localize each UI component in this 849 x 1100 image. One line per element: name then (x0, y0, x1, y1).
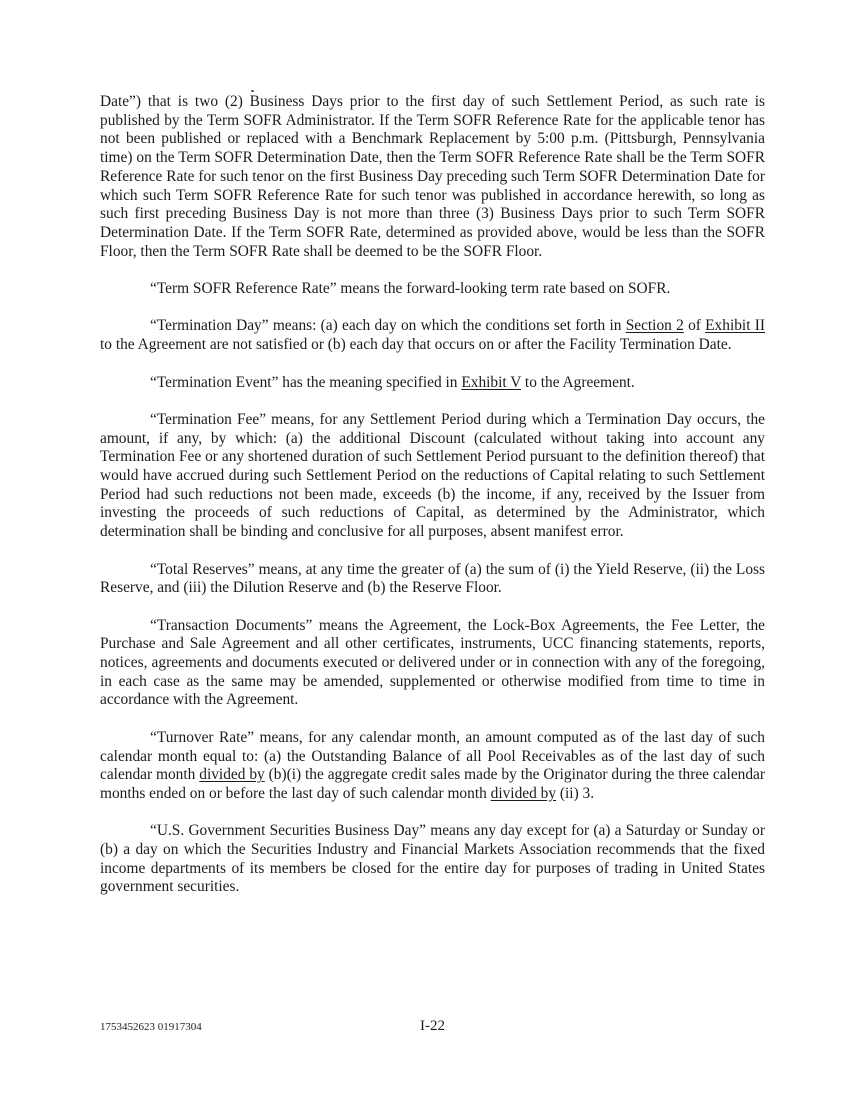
text-run: “Turnover Rate” means, for any calendar month, an amount computed as of the last day of such calendar month equal to: (a) the Outstanding Balance of all Pool Receivables as of the last day of such calendar month (100, 728, 765, 784)
paragraph-transaction-documents (100, 617, 765, 711)
paragraph-us-government-securities-business-day (100, 822, 765, 897)
text-run: Date”) that is two (2) Business Days prior to the first day of such Settlement Period, as such rate is published by the Term SOFR Administrator. If the Term SOFR Reference Rate for the applicable tenor has not been published or replaced with a Benchmark Replacement by 5:00 p.m. (Pittsburgh, Pennsylvania time) on the Term SOFR Determination Date, then the Term SOFR Reference Rate shall be the Term SOFR Reference Rate for such tenor on the first Business Day preceding such Term SOFR Determination Date for which such Term SOFR Reference Rate for such tenor was published in accordance herewith, so long as such first preceding Business Day is not more than three (3) Business Days prior to such Term SOFR Determination Date. If the Term SOFR Rate, determined as provided above, would be less than the SOFR Floor, then the Term SOFR Rate shall be deemed to be the SOFR Floor. (100, 93, 765, 260)
divided-by-term-2: divided by (490, 784, 557, 802)
paragraph-term-sofr-continuation (100, 93, 765, 261)
paragraph-termination-fee (100, 411, 765, 542)
text-run: “Term SOFR Reference Rate” means the forward-looking term rate based on SOFR. (150, 280, 671, 298)
scan-artifact-dot (251, 90, 254, 92)
paragraph-termination-event (100, 374, 765, 393)
paragraph-termination-day (100, 317, 765, 354)
text-run: “Transaction Documents” means the Agreement, the Lock-Box Agreements, the Fee Letter, the Purchase and Sale Agreement and all other certificates, instruments, UCC financing statements, reports, notices, agreements and documents executed or delivered under or in connection with any of the foregoing, in each case as the same may be amended, supplemented or otherwise modified from time to time in accordance with the Agreement. (100, 616, 765, 709)
section-2-reference: Section 2 (625, 317, 684, 335)
paragraph-turnover-rate (100, 729, 765, 804)
text-run: “Termination Event” has the meaning specified in (150, 373, 462, 391)
divided-by-term-1: divided by (199, 766, 265, 784)
text-run: of (683, 317, 706, 335)
text-run: to the Agreement. (521, 373, 635, 391)
paragraph-term-sofr-reference-rate (100, 280, 765, 299)
document-control-number: 1753452623 01917304 (100, 1021, 202, 1033)
text-run: to the Agreement are not satisfied or (b) each day that occurs on or after the Facility Termination Date. (100, 336, 732, 354)
page-number: I-22 (420, 1018, 445, 1034)
text-run: “Termination Day” means: (a) each day on which the conditions set forth in (150, 317, 626, 335)
text-run: (b)(i) the aggregate credit sales made by the Originator during the three calendar months ended on or before the last day of such calendar month (100, 766, 765, 802)
text-run: “Total Reserves” means, at any time the greater of (a) the sum of (i) the Yield Reserve, (ii) the Loss Reserve, and (iii) the Dilution Reserve and (b) the Reserve Floor. (100, 560, 765, 597)
exhibit-ii-reference: Exhibit II (705, 317, 765, 335)
exhibit-v-reference: Exhibit V (461, 373, 522, 391)
paragraph-total-reserves (100, 561, 765, 598)
text-run: (ii) 3. (556, 784, 595, 802)
text-run: “Termination Fee” means, for any Settlement Period during which a Termination Day occurs, the amount, if any, by which: (a) the additional Discount (calculated without taking into account any Termination Fee or any shortened duration of such Settlement Period pursuant to the definition thereof) that would have accrued during such Settlement Period on the reductions of Capital relating to such Settlement Period had such reductions not been made, exceeds (b) the income, if any, received by the Issuer from investing the proceeds of such reductions of Capital, as determined by the Administrator, which determination shall be binding and conclusive for all purposes, absent manifest error. (100, 410, 765, 541)
text-run: “U.S. Government Securities Business Day” means any day except for (a) a Saturday or Sunday or (b) a day on which the Securities Industry and Financial Markets Association recommends that the fixed income departments of its members be closed for the entire day for purposes of trading in United States government securities. (100, 822, 765, 896)
document-body (100, 93, 765, 916)
